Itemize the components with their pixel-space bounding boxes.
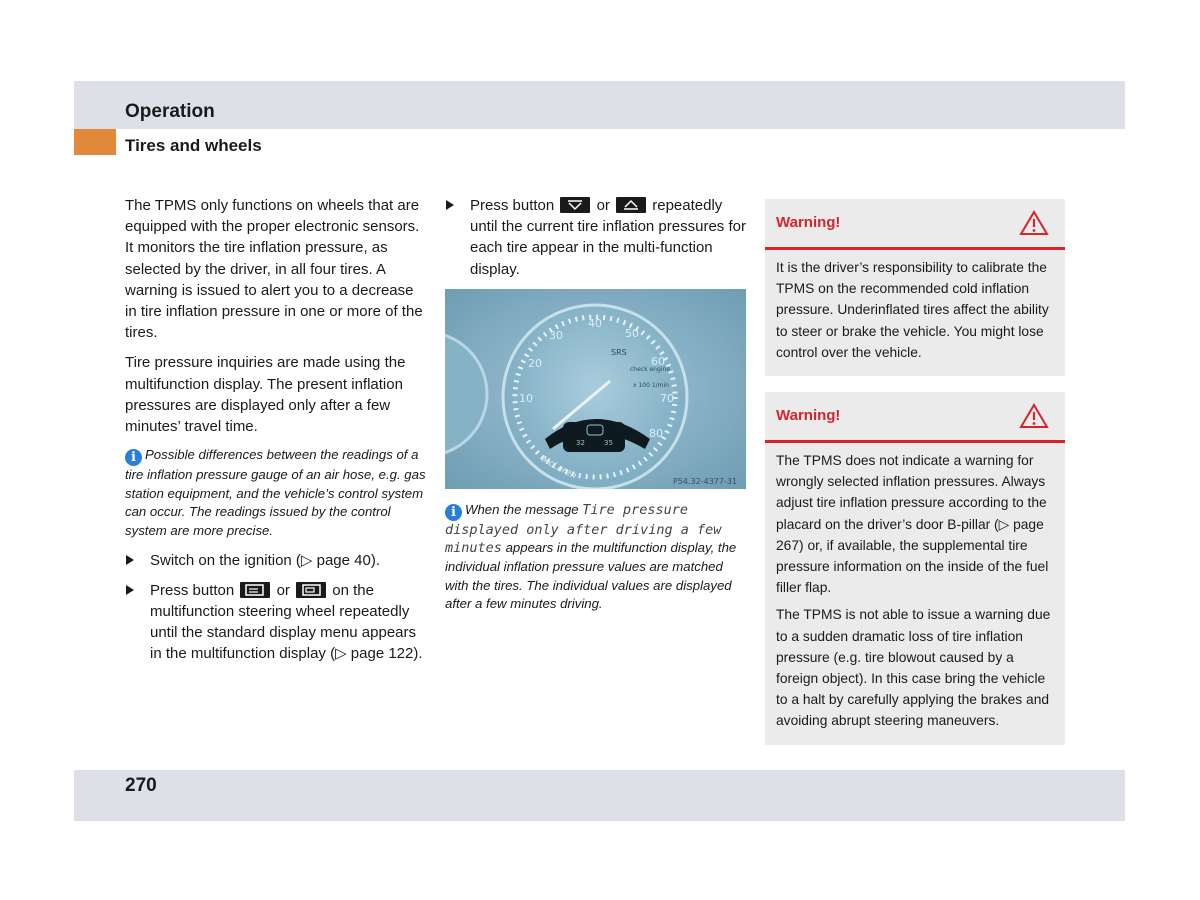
- note-text: When the message: [465, 501, 579, 517]
- instruction-step: [445, 195, 747, 280]
- header-band: [74, 81, 1125, 129]
- warning-box: [765, 199, 1065, 376]
- tire-value: 35: [604, 438, 613, 447]
- instruction-step: [125, 550, 427, 571]
- rpm-label: x 100 1/min: [633, 381, 669, 389]
- brand-label: McLaren: [539, 454, 579, 482]
- step-text: or: [596, 197, 610, 214]
- warning-label: Warning!: [776, 214, 841, 231]
- tire-value: 32: [576, 412, 585, 421]
- warning-triangle-icon: [1019, 403, 1049, 429]
- speed-label: 20: [528, 356, 542, 370]
- section-title: Operation: [125, 101, 215, 122]
- info-note: [125, 446, 427, 540]
- section-marker: [74, 129, 116, 155]
- tire-value: 32: [576, 438, 585, 447]
- scroll-up-button-icon: [616, 197, 646, 213]
- display-next-button-icon: [296, 582, 326, 598]
- speed-label: 70: [660, 391, 674, 405]
- info-icon: i: [445, 504, 462, 521]
- step-text: on the multifunction steering wheel repeatedly until the standard display menu appears in the multifunction display (▷ page 122).: [150, 581, 423, 663]
- warning-header: [765, 199, 1065, 250]
- scroll-down-button-icon: [560, 197, 590, 213]
- tire-value: 35: [604, 412, 613, 421]
- srs-label: SRS: [611, 347, 627, 357]
- warning-body: [765, 250, 1065, 376]
- step-text: Press button: [150, 581, 235, 599]
- note-text: Possible differences between the readings of a tire inflation pressure gauge of an air hose, e.g. gas station equipment, and the vehicle’s control system can occur. The readings issued by the control system are more precise.: [125, 447, 426, 539]
- warning-box: [765, 392, 1065, 745]
- note-text: appears in the multifunction display, the individual inflation pressure values are matched with the tires. The individual values are displayed after a few minutes driving.: [445, 540, 737, 612]
- warning-text: The TPMS does not indicate a warning for wrongly selected inflation pressures. Always adjust tire inflation pressure according to the placard on the driver’s door B-pillar (▷ page 267) or, if available, the supplemental tire pressure information on the inside of the fuel filler flap.: [776, 453, 1049, 596]
- info-note: [445, 501, 747, 614]
- warning-text: It is the driver’s responsibility to calibrate the TPMS on the recommended cold inflation pressure. Underinflated tires affect the ability to steer or brake the vehicle. You might lose control over the vehicle.: [776, 260, 1049, 360]
- speed-label: 40: [588, 316, 602, 330]
- speed-label: 30: [549, 328, 563, 342]
- speed-label: 80: [649, 426, 663, 440]
- speed-label: 50: [625, 326, 639, 340]
- speed-label: 10: [519, 391, 533, 405]
- warning-text: The TPMS is not able to issue a warning due to a sudden dramatic loss of tire inflation pressure (e.g. tire blowout caused by a foreign object). In this case bring the vehicle to a halt by carefully applying the brakes and avoiding abrupt steering maneuvers.: [776, 607, 1051, 729]
- instrument-cluster-photo: [445, 289, 746, 489]
- image-code: P54.32-4377-31: [673, 476, 738, 486]
- speed-label: 60: [651, 354, 665, 368]
- warning-body: [765, 443, 1065, 745]
- check-engine-label: check engine: [630, 365, 670, 373]
- display-prev-button-icon: [240, 582, 270, 598]
- warning-label: Warning!: [776, 407, 841, 424]
- footer-band: [74, 770, 1125, 821]
- step-text: Switch on the ignition (▷ page 40).: [150, 551, 381, 569]
- display-message: Tire pressure displayed only after driving a few minutes: [445, 501, 722, 557]
- step-text: or: [276, 581, 290, 599]
- column-left: [125, 195, 427, 674]
- page-number: 270: [125, 775, 157, 796]
- info-icon: i: [125, 449, 142, 466]
- step-text: Press button: [470, 197, 555, 214]
- step-text: repeatedly until the current tire inflation pressures for each tire appear in the multi-function display.: [470, 197, 746, 278]
- column-middle: [445, 195, 747, 623]
- warning-triangle-icon: [1019, 210, 1049, 236]
- instruction-step: [125, 580, 427, 665]
- paragraph: Tire pressure inquiries are made using the multifunction display. The present inflation pressures are displayed only after a few minutes’ travel time.: [125, 354, 406, 436]
- subsection-title: Tires and wheels: [125, 136, 262, 155]
- paragraph: The TPMS only functions on wheels that are equipped with the proper electronic sensors. It monitors the tire inflation pressure, as selected by the driver, in all four tires. A warning is issued to alert you to a decrease in tire inflation pressure in one or more of the tires.: [125, 197, 423, 342]
- warning-header: [765, 392, 1065, 443]
